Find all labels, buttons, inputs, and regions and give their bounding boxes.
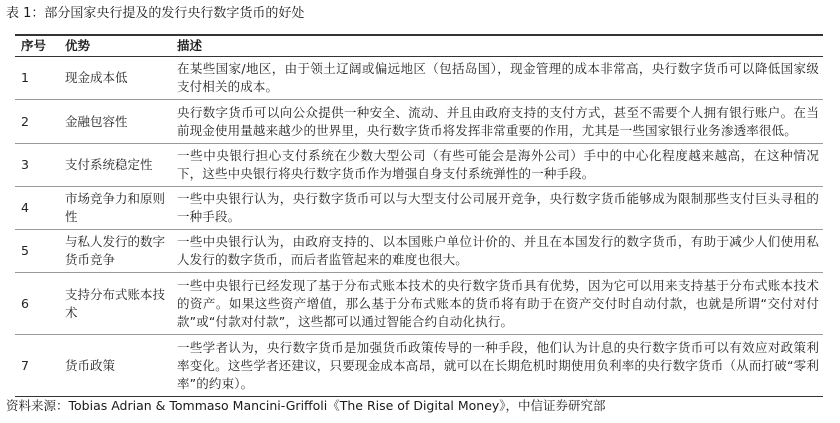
row-description-cell (171, 100, 823, 144)
table-row (15, 144, 823, 187)
row-description-cell (171, 57, 823, 100)
row-description-cell (171, 144, 823, 187)
row-description: 一些中央银行认为，由政府支持的、以本国账户单位计价的、并且在本国发行的数字货币，有助于减少人们使用私人发行的数字货币，而后者监管起来的难度也很大。 (177, 234, 819, 267)
row-no: 7 (21, 357, 29, 373)
row-description: 一些中央银行已经发现了基于分布式账本技术的央行数字货币具有优势，因为它可以用来支持基于分布式账本技术的资产。如果这些资产增值，那么基于分布式账本的货币将有助于在资产交付时自动付款，也就是所谓“交付对付款”或“付款对付款”，这些都可以通过智能合约自动化执行。 (177, 277, 819, 329)
source-note: 资料来源：Tobias Adrian & Tommaso Mancini-Griffoli《The Rise of Digital Money》，中信证券研究部 (6, 398, 606, 413)
benefits-table (15, 34, 823, 397)
header-advantage: 优势 (65, 38, 91, 53)
row-description-cell (171, 230, 823, 273)
table-row (15, 57, 823, 100)
row-description: 一些中央银行担心支付系统在少数大型公司（有些可能会是海外公司）手中的中心化程度越来越高，在这种情况下，这些中央银行将央行数字货币作为增强自身支付系统弹性的一种手段。 (177, 148, 819, 181)
row-description: 一些中央银行认为，央行数字货币可以与大型支付公司展开竞争，央行数字货币能够成为限制那些支付巨头寻租的一种手段。 (177, 191, 819, 224)
row-no: 1 (21, 70, 29, 85)
row-advantage: 与私人发行的数字货币竞争 (65, 234, 166, 267)
header-description: 描述 (177, 38, 203, 53)
row-advantage: 支持分布式账本技术 (65, 286, 166, 320)
row-description: 一些学者认为，央行数字货币是加强货币政策传导的一种手段，他们认为计息的央行数字货币可以有效应对政策利率变化。这些学者还建议，只要现金成本高昂，就可以在长期危机时期使用负利率的央行数字货币（从而打破“零利率”的约束）。 (177, 339, 819, 391)
row-advantage: 金融包容性 (65, 113, 128, 129)
row-no: 5 (21, 243, 29, 258)
row-no: 6 (21, 295, 29, 311)
row-description-cell (171, 187, 823, 230)
row-no: 2 (21, 113, 29, 129)
row-no: 3 (21, 157, 29, 172)
table-row (15, 335, 823, 397)
table-row (15, 100, 823, 144)
row-description-cell (171, 273, 823, 335)
table-title: 表 1：部分国家央行提及的发行央行数字货币的好处 (6, 6, 305, 21)
table-row (15, 230, 823, 273)
table-row (15, 273, 823, 335)
row-advantage: 支付系统稳定性 (65, 157, 153, 172)
row-no: 4 (21, 200, 29, 215)
row-advantage: 货币政策 (65, 357, 116, 373)
row-description-cell (171, 335, 823, 397)
table-row (15, 187, 823, 230)
row-advantage: 现金成本低 (65, 70, 128, 85)
header-no: 序号 (21, 38, 47, 53)
row-description: 在某些国家/地区，由于领土辽阔或偏远地区（包括岛国），现金管理的成本非常高，央行数字货币可以降低国家级支付相关的成本。 (177, 61, 819, 94)
row-advantage: 市场竞争力和原则性 (65, 191, 166, 224)
row-description: 央行数字货币可以向公众提供一种安全、流动、并且由政府支持的支付方式，甚至不需要个人拥有银行账户。在当前现金使用量越来越少的世界里，央行数字货币将发挥非常重要的作用，尤其是一些国家银行业务渗透率很低。 (177, 104, 819, 138)
table-header-row (15, 35, 823, 57)
